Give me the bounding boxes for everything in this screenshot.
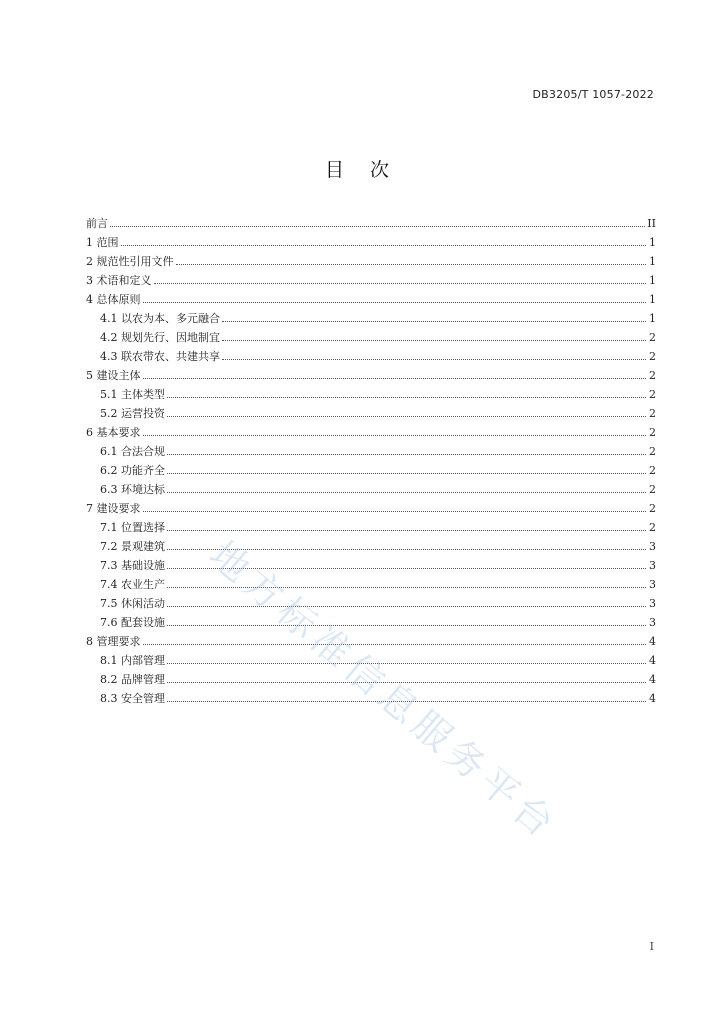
toc-entry[interactable]: [86, 404, 656, 423]
toc-entry-label: 8.2 品牌管理: [100, 673, 165, 686]
page-number: I: [649, 940, 654, 953]
toc-dot-leader: [222, 320, 646, 322]
toc-entry-label: 4.3 联农带农、共建共享: [100, 350, 220, 363]
toc-entry[interactable]: [86, 556, 656, 575]
toc-dot-leader: [143, 434, 647, 436]
toc-entry[interactable]: [86, 385, 656, 404]
toc-entry-label: 5.1 主体类型: [100, 388, 165, 401]
toc-entry[interactable]: [86, 480, 656, 499]
toc-entry[interactable]: [86, 632, 656, 651]
toc-dot-leader: [222, 339, 646, 341]
toc-entry-page: 1: [649, 293, 656, 306]
toc-entry-page: 1: [649, 255, 656, 268]
toc-entry-page: 1: [649, 312, 656, 325]
toc-dot-leader: [167, 529, 646, 531]
toc-entry[interactable]: [86, 670, 656, 689]
toc-dot-leader: [167, 662, 646, 664]
toc-entry-page: 2: [649, 502, 656, 515]
toc-dot-leader: [143, 301, 647, 303]
toc-entry-label: 6.2 功能齐全: [100, 464, 165, 477]
toc-entry-page: 4: [649, 673, 656, 686]
toc-dot-leader: [176, 263, 647, 265]
toc-entry[interactable]: [86, 233, 656, 252]
toc-dot-leader: [154, 282, 647, 284]
toc-dot-leader: [110, 225, 645, 227]
toc-entry-page: 1: [649, 274, 656, 287]
toc-entry-label: 6 基本要求: [86, 426, 141, 439]
toc-entry-page: 2: [649, 445, 656, 458]
toc-entry-label: 7.5 休闲活动: [100, 597, 165, 610]
toc-entry-label: 8.3 安全管理: [100, 692, 165, 705]
toc-entry-label: 5 建设主体: [86, 369, 141, 382]
toc-entry-label: 8.1 内部管理: [100, 654, 165, 667]
toc-dot-leader: [167, 491, 646, 493]
toc-title: 目 次: [324, 159, 400, 181]
toc-entry-label: 8 管理要求: [86, 635, 141, 648]
toc-dot-leader: [167, 415, 646, 417]
toc-entry-page: 2: [649, 407, 656, 420]
toc-entry-page: 2: [649, 388, 656, 401]
toc-entry-label: 2 规范性引用文件: [86, 255, 174, 268]
toc-entry-page: II: [647, 217, 656, 230]
toc-entry[interactable]: [86, 594, 656, 613]
toc-entry[interactable]: [86, 309, 656, 328]
toc-dot-leader: [167, 586, 646, 588]
toc-dot-leader: [167, 472, 646, 474]
toc-dot-leader: [121, 244, 647, 246]
toc-entry[interactable]: [86, 271, 656, 290]
toc-entry[interactable]: [86, 290, 656, 309]
toc-entry[interactable]: [86, 328, 656, 347]
toc-dot-leader: [143, 643, 647, 645]
toc-dot-leader: [167, 453, 646, 455]
toc-dot-leader: [143, 510, 647, 512]
toc-entry[interactable]: [86, 689, 656, 708]
toc-entry[interactable]: [86, 651, 656, 670]
table-of-contents: [86, 214, 656, 708]
toc-entry[interactable]: [86, 214, 656, 233]
toc-entry-label: 7 建设要求: [86, 502, 141, 515]
toc-dot-leader: [167, 681, 646, 683]
toc-entry-page: 3: [649, 540, 656, 553]
toc-dot-leader: [143, 377, 647, 379]
toc-entry-label: 7.6 配套设施: [100, 616, 165, 629]
toc-entry[interactable]: [86, 461, 656, 480]
toc-dot-leader: [167, 700, 646, 702]
toc-entry-page: 4: [649, 635, 656, 648]
toc-entry[interactable]: [86, 499, 656, 518]
toc-dot-leader: [167, 567, 646, 569]
toc-dot-leader: [222, 358, 646, 360]
toc-entry-page: 1: [649, 236, 656, 249]
toc-entry[interactable]: [86, 252, 656, 271]
toc-entry-page: 4: [649, 692, 656, 705]
toc-entry-page: 4: [649, 654, 656, 667]
watermark: 地方标准信息服务平台: [201, 532, 567, 849]
toc-entry-page: 2: [649, 350, 656, 363]
toc-entry-page: 2: [649, 369, 656, 382]
toc-entry-label: 前言: [86, 217, 108, 230]
document-code: DB3205/T 1057-2022: [532, 88, 654, 101]
toc-dot-leader: [167, 548, 646, 550]
toc-entry-label: 7.4 农业生产: [100, 578, 165, 591]
toc-entry-page: 2: [649, 483, 656, 496]
toc-entry-page: 3: [649, 616, 656, 629]
toc-entry[interactable]: [86, 423, 656, 442]
toc-entry-label: 4.2 规划先行、因地制宜: [100, 331, 220, 344]
toc-entry[interactable]: [86, 366, 656, 385]
toc-entry[interactable]: [86, 347, 656, 366]
toc-entry-label: 5.2 运营投资: [100, 407, 165, 420]
toc-entry-label: 7.2 景观建筑: [100, 540, 165, 553]
toc-entry[interactable]: [86, 575, 656, 594]
toc-entry-label: 4 总体原则: [86, 293, 141, 306]
toc-entry-label: 6.1 合法合规: [100, 445, 165, 458]
toc-entry-label: 1 范围: [86, 236, 119, 249]
toc-entry-page: 3: [649, 597, 656, 610]
toc-dot-leader: [167, 624, 646, 626]
toc-entry-page: 2: [649, 331, 656, 344]
toc-entry-label: 7.3 基础设施: [100, 559, 165, 572]
toc-entry-page: 2: [649, 521, 656, 534]
toc-entry-page: 2: [649, 464, 656, 477]
toc-entry[interactable]: [86, 442, 656, 461]
toc-entry[interactable]: [86, 537, 656, 556]
toc-entry-page: 3: [649, 578, 656, 591]
toc-dot-leader: [167, 396, 646, 398]
toc-entry-label: 6.3 环境达标: [100, 483, 165, 496]
toc-entry-label: 3 术语和定义: [86, 274, 152, 287]
toc-entry[interactable]: [86, 613, 656, 632]
toc-entry-label: 4.1 以农为本、多元融合: [100, 312, 220, 325]
toc-entry-label: 7.1 位置选择: [100, 521, 165, 534]
toc-entry-page: 3: [649, 559, 656, 572]
toc-entry[interactable]: [86, 518, 656, 537]
toc-dot-leader: [167, 605, 646, 607]
toc-entry-page: 2: [649, 426, 656, 439]
